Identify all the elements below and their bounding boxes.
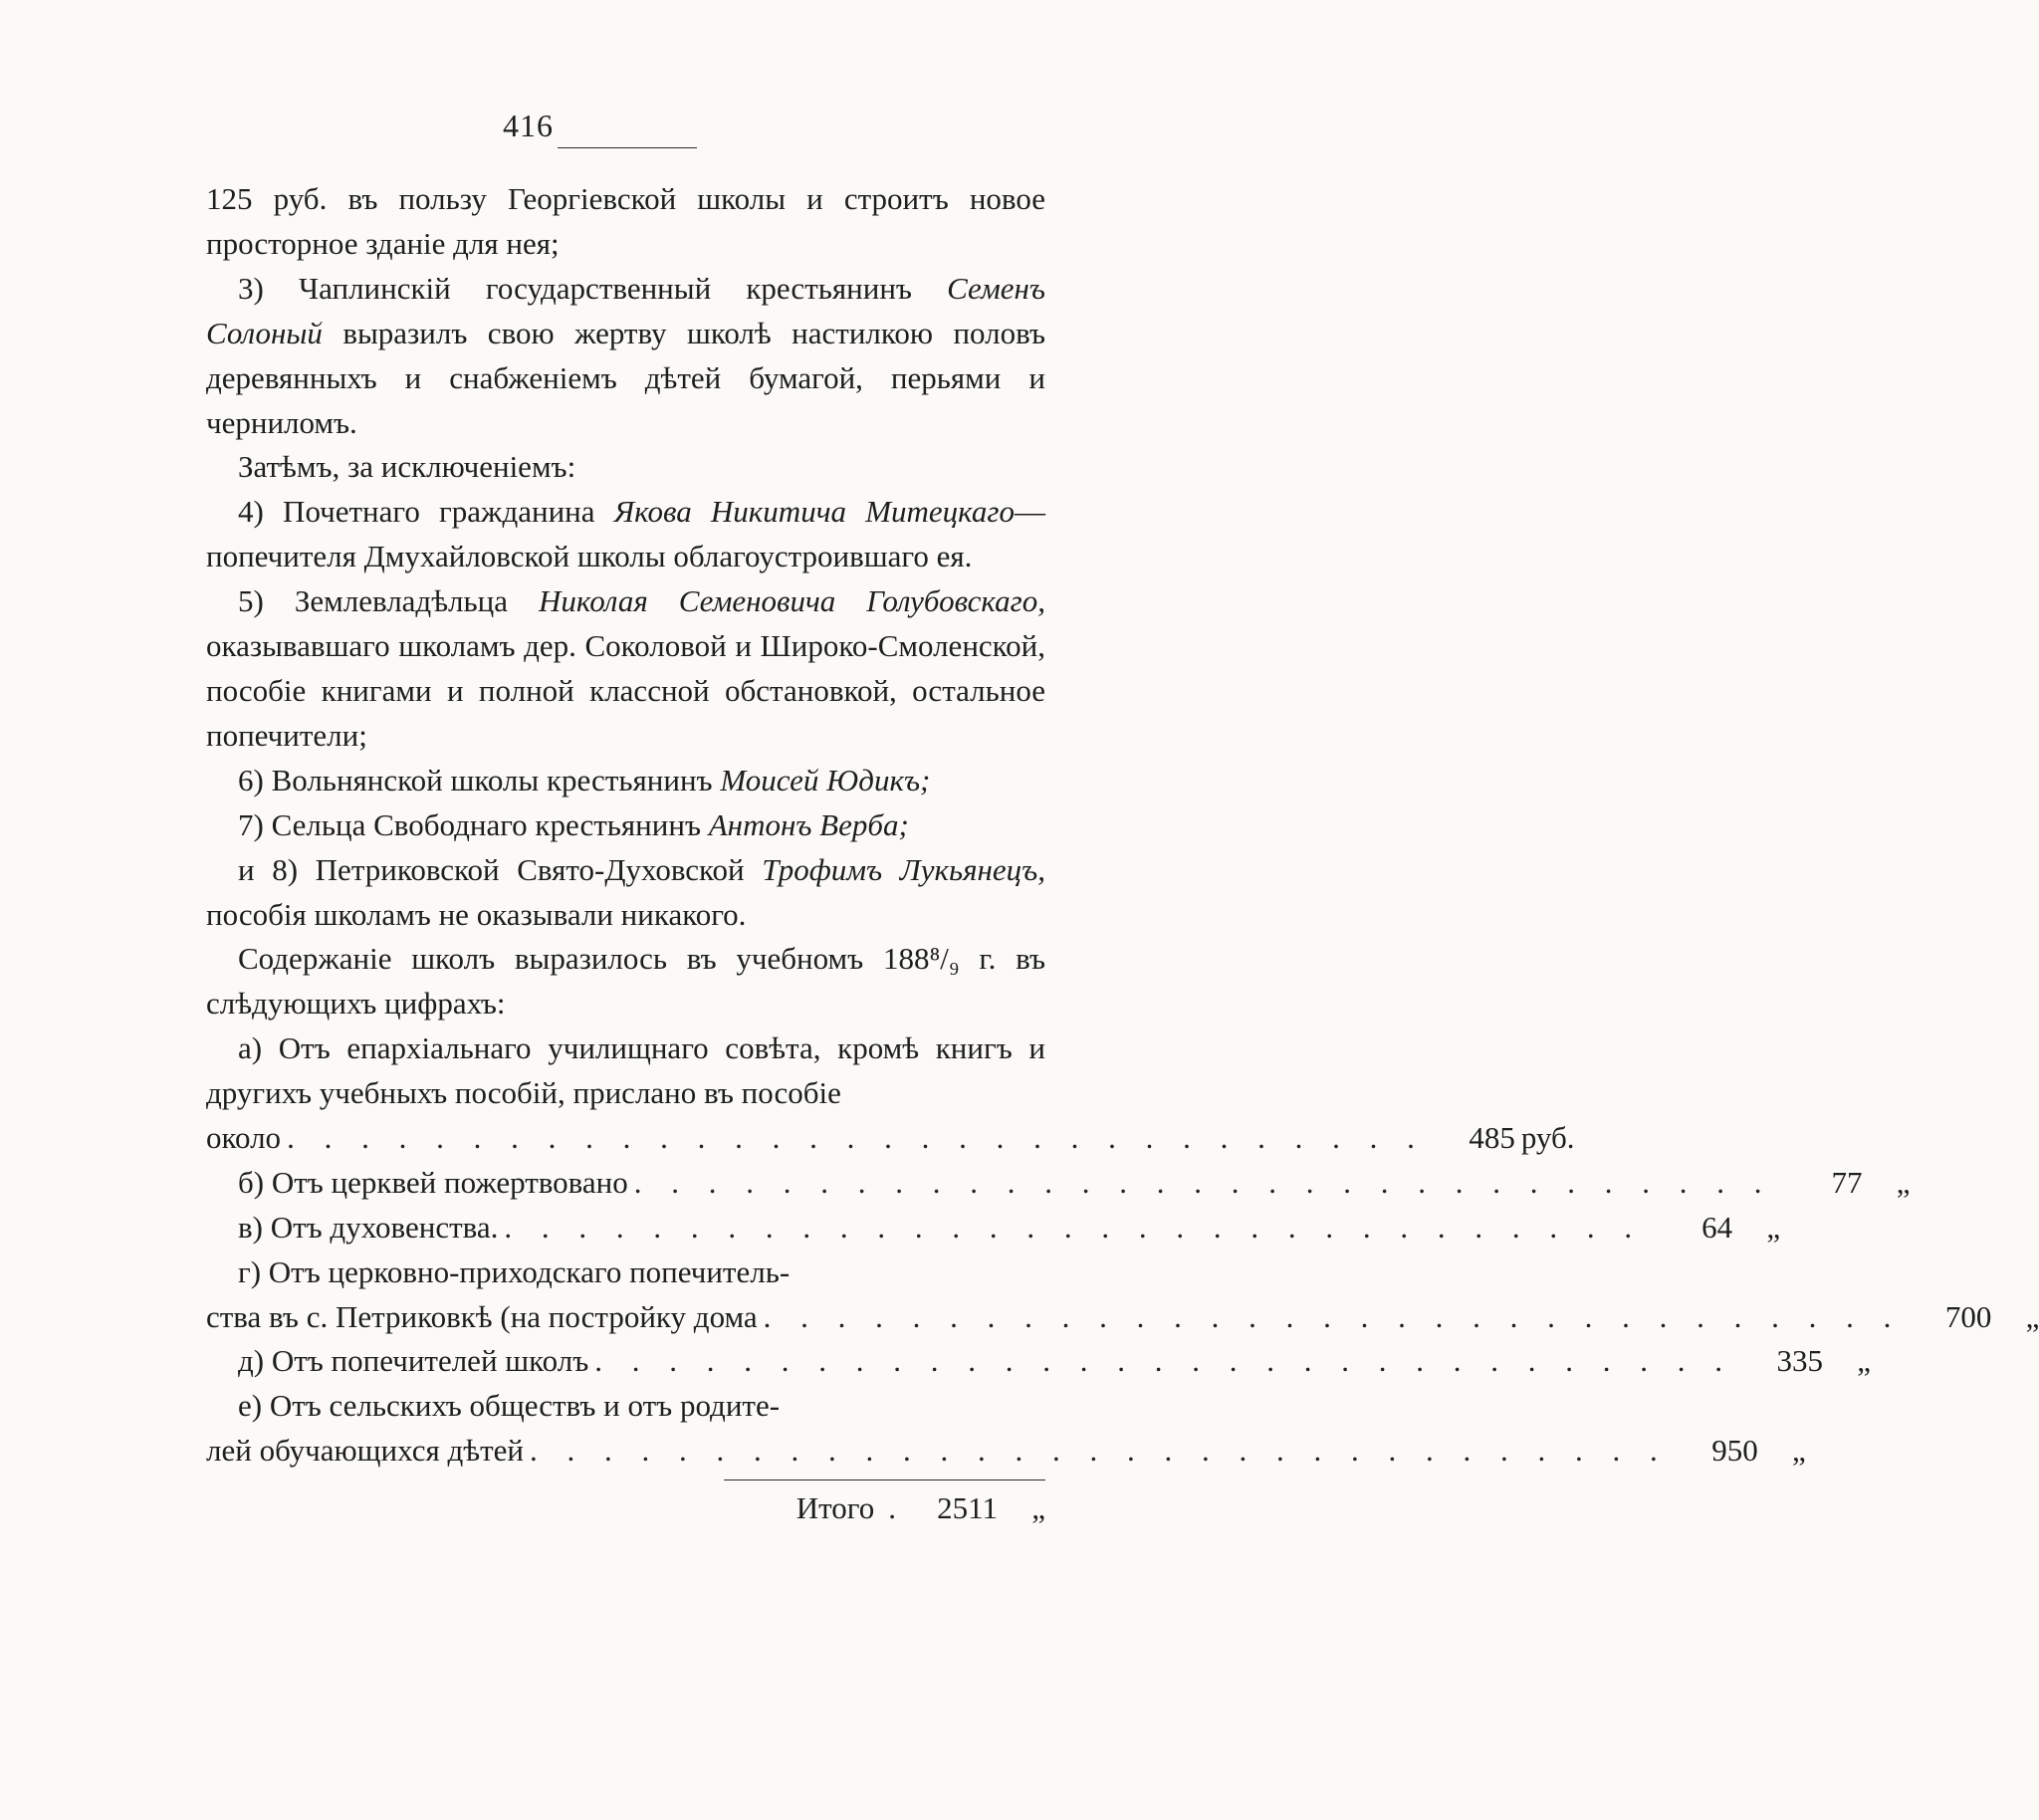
person-name: Якова Никитича Митецкаго (613, 494, 1016, 530)
paragraph-a: а) Отъ епархіальнаго училищнаго совѣта, кромѣ книгъ и другихъ учебныхъ пособій, прислано въ пособіе (206, 1030, 1045, 1111)
paragraph-3 (206, 267, 1045, 446)
page-number: 416 (503, 108, 554, 143)
text: 4) Почетнаго гражданина (238, 494, 614, 530)
leader-dots: . . . . . . . . . . . . . . . . . . . . . . . . . . . . . . . (530, 1433, 1669, 1469)
ledger-label: д) Отъ попечителей школъ (238, 1343, 589, 1379)
total-rule (724, 1479, 1045, 1480)
person-name: Моисей Юдикъ; (720, 762, 931, 797)
paragraph-8 (206, 848, 1045, 938)
leader-dots: . . . . . . . . . . . . . . . . . . . . . . . . . . . . . . . (763, 1298, 1903, 1334)
ledger-label: ства въ с. Петриковкѣ (на постройку дома (206, 1298, 758, 1334)
ledger-label: лей обучающихся дѣтей (206, 1433, 525, 1469)
paragraph-school-funding: Содержаніе школъ выразилось въ учебномъ 188⁸/₉ г. въ слѣдующихъ цифрахъ: (206, 941, 1045, 1022)
paragraph-exceptions: Затѣмъ, за исключеніемъ: (238, 449, 576, 485)
ledger-label: г) Отъ церковно-приходскаго попечитель- (238, 1253, 791, 1289)
ledger-unit: руб. (1520, 1120, 1575, 1156)
text: —попечителя Дмухайловской школы облагоустроившаго ея. (206, 494, 1046, 574)
ledger-amount: 700 (1944, 1298, 1992, 1334)
ledger-label: в) Отъ духовенства. (238, 1209, 499, 1245)
ledger-amount: 950 (1711, 1433, 1758, 1469)
ledger-label: б) Отъ церквей пожертвовано (238, 1164, 628, 1200)
ditto-mark: „ (1766, 1209, 1781, 1245)
text: пособія школамъ не оказывали никакого. (206, 896, 747, 932)
leader-dots: . . . . . . . . . . . . . . . . . . . . . . . . . . . . . . . (594, 1343, 1733, 1379)
leader-dots: . . . . . . . . . . . . . . . . . . . . . . . . . . . . . . . (504, 1209, 1644, 1245)
text: выразилъ свою жертву школѣ настилкою половъ деревянныхъ и снабженіемъ дѣтей бумагой, перьями и черниломъ. (206, 315, 1045, 440)
ledger-row-b (206, 1161, 1911, 1206)
ledger-row-e (206, 1339, 1871, 1384)
paragraph-1: 125 руб. въ пользу Георгіевской школы и строитъ новое просторное зданіе для нея; (206, 181, 1045, 261)
ledger-label: около (206, 1120, 282, 1156)
ledger-row-a (206, 1116, 1575, 1161)
total-amount: 2511 (937, 1490, 998, 1526)
person-name: Николая Семеновича Голубовскаго, (539, 583, 1045, 619)
text: 5) Землевладѣльца (238, 583, 539, 619)
ledger-total-row (206, 1486, 1045, 1531)
person-name: Антонъ Верба; (708, 806, 909, 842)
person-name: Трофимъ Лукьянецъ, (762, 851, 1045, 887)
total-label: Итого (795, 1490, 875, 1526)
total-dot: . (888, 1490, 896, 1526)
text: 6) Вольнянской школы крестьянинъ (238, 762, 721, 797)
leader-dots: . . . . . . . . . . . . . . . . . . . . . . . . . . . . . . . (633, 1164, 1773, 1200)
ditto-mark: „ (1896, 1164, 1911, 1200)
ditto-mark: „ (1792, 1433, 1806, 1469)
text: оказывавшаго школамъ дер. Соколовой и Широко-Смоленской, пособіе книгами и полной классной обстановкой, остальное попечители; (206, 628, 1045, 753)
leader-dots: . . . . . . . . . . . . . . . . . . . . . . . . . . . . . . . (287, 1120, 1426, 1156)
ledger-row-f-line1 (206, 1384, 1045, 1429)
text: 7) Сельца Свободнаго крестьянинъ (238, 806, 709, 842)
ledger-amount: 485 (1469, 1120, 1515, 1156)
ditto-mark: „ (2025, 1298, 2039, 1334)
ledger-row-c (206, 1206, 1781, 1251)
paragraph-5 (206, 579, 1045, 759)
text: и 8) Петриковской Свято-Духовской (238, 851, 763, 887)
ditto-mark: „ (1857, 1343, 1871, 1379)
ledger-amount: 77 (1831, 1164, 1863, 1200)
ledger-row-d (206, 1295, 2039, 1340)
ledger-label: е) Отъ сельскихъ обществъ и отъ родите- (238, 1388, 781, 1424)
body-text (206, 177, 2039, 1531)
paragraph-4 (206, 490, 1045, 579)
ditto-mark: „ (1031, 1490, 1045, 1526)
person-name: Семенъ Солоный (206, 270, 1045, 350)
ledger-row-d-line1 (206, 1251, 1045, 1295)
ledger-row-f (206, 1429, 1806, 1474)
paragraph-7 (206, 803, 1045, 848)
paragraph-6 (206, 759, 1045, 803)
page-number-rule (558, 147, 697, 148)
ledger-amount: 335 (1776, 1343, 1823, 1379)
ledger-amount: 64 (1701, 1209, 1733, 1245)
text: 3) Чаплинскій государственный крестьянинъ (238, 270, 948, 306)
